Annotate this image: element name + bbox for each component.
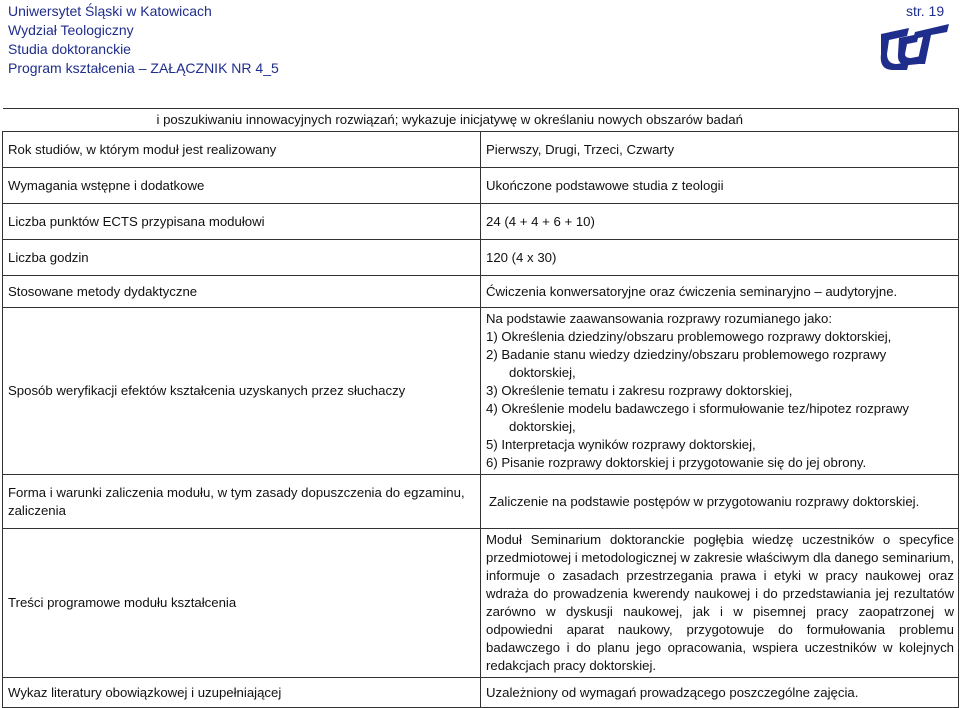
list-item: 4) Określenie modelu badawczego i sformułowanie tez/hipotez rozprawy doktorskiej,	[486, 401, 909, 434]
list-item: 3) Określenie tematu i zakresu rozprawy doktorskiej,	[486, 383, 793, 398]
faculty-name: Wydział Teologiczny	[8, 22, 134, 38]
row-value: Ukończone podstawowe studia z teologii	[481, 168, 959, 204]
table-row	[3, 529, 959, 678]
verification-value	[481, 308, 959, 475]
table-row	[3, 204, 959, 240]
table-row	[3, 109, 959, 132]
table-row	[3, 475, 959, 529]
row-label: Stosowane metody dydaktyczne	[3, 276, 481, 308]
list-item: 6) Pisanie rozprawy doktorskiej i przygotowanie się do jej obrony.	[486, 455, 867, 470]
literature-value: Uzależniony od wymagań prowadzącego poszczególne zajęcia.	[481, 678, 959, 708]
row-label: Wymagania wstępne i dodatkowe	[3, 168, 481, 204]
page-number: str. 19	[906, 3, 945, 19]
table-row	[3, 132, 959, 168]
row-label: Liczba punktów ECTS przypisana modułowi	[3, 204, 481, 240]
top-continuation-cell: i poszukiwaniu innowacyjnych rozwiązań; wykazuje inicjatywę w określaniu nowych obszarów badań	[3, 109, 959, 132]
assessment-value: Zaliczenie na podstawie postępów w przygotowaniu rozprawy doktorskiej.	[481, 475, 959, 529]
university-logo-icon	[879, 24, 949, 70]
literature-label: Wykaz literatury obowiązkowej i uzupełniającej	[3, 678, 481, 708]
list-item: 1) Określenia dziedziny/obszaru problemowego rozprawy doktorskiej,	[486, 329, 892, 344]
verification-label: Sposób weryfikacji efektów kształcenia uzyskanych przez słuchaczy	[3, 308, 481, 475]
university-name: Uniwersytet Śląski w Katowicach	[8, 3, 212, 19]
table-row	[3, 240, 959, 276]
study-type: Studia doktoranckie	[8, 41, 131, 57]
module-table	[2, 108, 959, 708]
row-label: Liczba godzin	[3, 240, 481, 276]
row-value: 120 (4 x 30)	[481, 240, 959, 276]
table-row	[3, 276, 959, 308]
content-value: Moduł Seminarium doktoranckie pogłębia wiedzę uczestników o specyfice przedmiotowej i metodologicznej w zakresie właściwym dla danego seminarium, informuje o zasadach przestrzegania prawa i etyki w pracy naukowej oraz wdraża do prowadzenia kwerendy naukowej i do przedstawiania jej rezultatów zarówno w dyskusji naukowej, jak i w pisemnej pracy zaopatrzonej w odpowiedni aparat naukowy, przygotowuje do formułowania problemu badawczego i do planu jego opracowania, wspiera uczestników w kolejnych redakcjach pracy doktorskiej.	[481, 529, 959, 678]
content-label: Treści programowe modułu kształcenia	[3, 529, 481, 678]
verification-intro: Na podstawie zaawansowania rozprawy rozumianego jako:	[486, 311, 832, 326]
row-value: 24 (4 + 4 + 6 + 10)	[481, 204, 959, 240]
table-row	[3, 168, 959, 204]
list-item: 5) Interpretacja wyników rozprawy doktorskiej,	[486, 437, 756, 452]
verification-list	[486, 328, 954, 472]
assessment-label: Forma i warunki zaliczenia modułu, w tym zasady dopuszczenia do egzaminu, zaliczenia	[3, 475, 481, 529]
list-item: 2) Badanie stanu wiedzy dziedziny/obszaru problemowego rozprawy doktorskiej,	[486, 347, 887, 380]
row-value: Ćwiczenia konwersatoryjne oraz ćwiczenia seminaryjno – audytoryjne.	[481, 276, 959, 308]
document-header	[8, 2, 279, 78]
table-row	[3, 678, 959, 708]
row-label: Rok studiów, w którym moduł jest realizowany	[3, 132, 481, 168]
program-attachment: Program kształcenia – ZAŁĄCZNIK NR 4_5	[8, 60, 279, 76]
table-row	[3, 308, 959, 475]
row-value: Pierwszy, Drugi, Trzeci, Czwarty	[481, 132, 959, 168]
